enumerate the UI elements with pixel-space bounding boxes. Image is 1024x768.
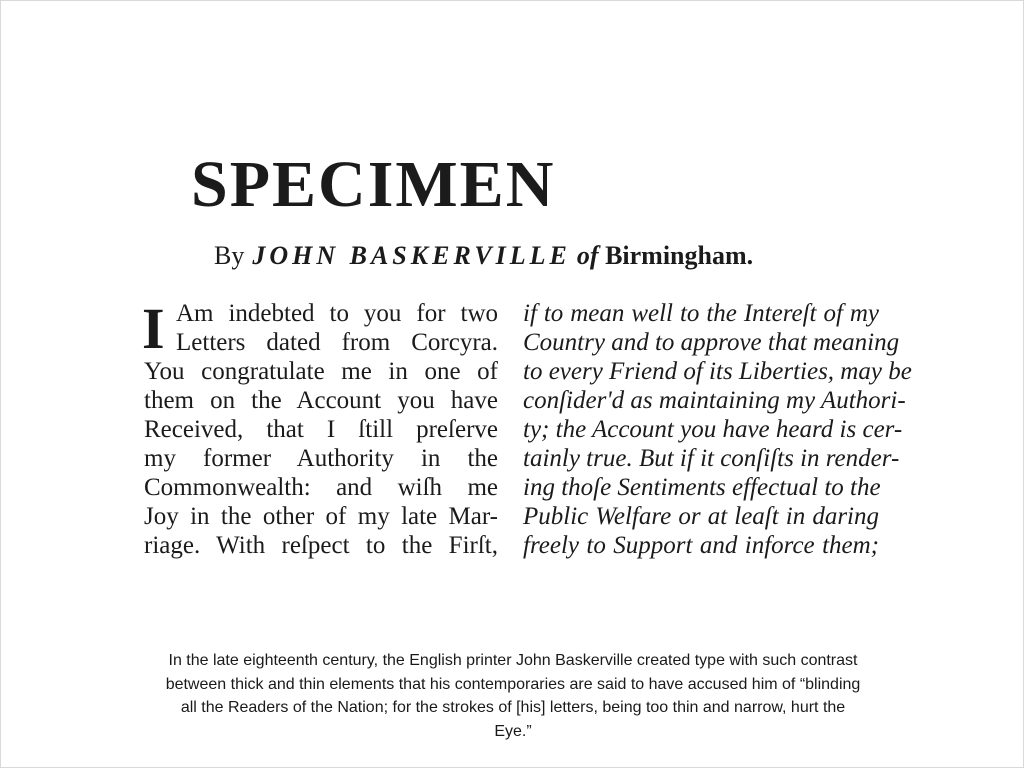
text-line: them on the Account you have [144,387,498,414]
text-line: You congratulate me in one of [144,358,498,385]
byline-prefix: By [214,241,245,270]
text-line: Am indebted to you for two [176,300,498,327]
text-line: Joy in the other of my late Mar- [144,503,498,530]
text-line: Public Welfare or at leaſt in daring [523,503,879,530]
text-line: freely to Support and inforce them; [523,532,879,559]
text-line: Letters dated from Corcyra. [176,329,498,356]
text-line: ty; the Account you have heard is cer- [523,416,903,443]
byline-place: Birmingham. [605,241,754,270]
byline-connector: of [576,241,599,270]
text-line: if to mean well to the Intereſt of my [523,300,879,327]
specimen-right-column [523,299,912,560]
byline-name: JOHN BASKERVILLE [252,241,571,270]
text-line: to every Friend of its Liberties, may be [523,358,912,385]
text-line: Country and to approve that meaning [523,329,900,356]
text-line: my former Authority in the [144,445,498,472]
text-line: conſider'd as maintaining my Authori- [523,387,906,414]
text-line: Commonwealth: and wiſh me [144,474,498,501]
byline [214,239,814,273]
text-line: Received, that I ſtill preſerve [144,416,498,443]
slide-caption: In the late eighteenth century, the English printer John Baskerville created type with such contrast between thick and thin elements that his contemporaries are said to have accused him of “blinding all the Readers of the Nation; for the strokes of [his] letters, being too thin and narrow, hurt the Eye.” [165,652,861,740]
text-line: riage. With reſpect to the Firſt, [144,532,498,559]
specimen-left-column [142,296,498,560]
text-line: ing thoſe Sentiments effectual to the [523,474,881,501]
specimen-title: SPECIMEN [191,148,556,221]
text-line: tainly true. But if it conſiſts in render- [523,445,900,472]
drop-cap: I [142,296,165,361]
